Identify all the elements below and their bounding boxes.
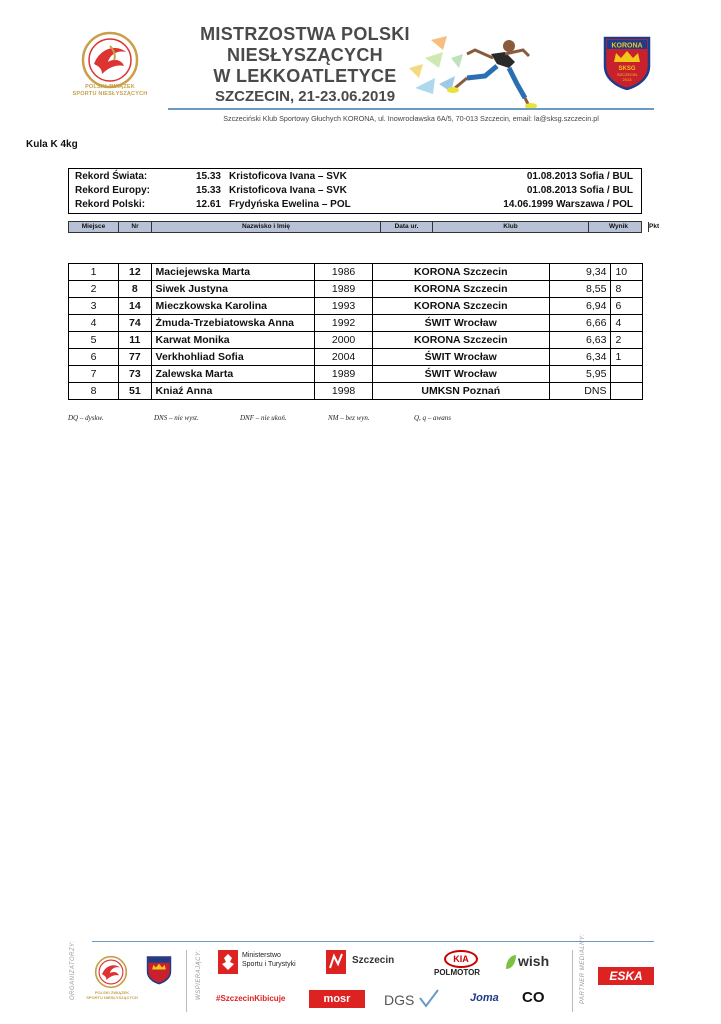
result-club: KORONA Szczecin — [372, 298, 549, 315]
footer-label-media: PARTNER MEDIALNY: — [580, 933, 586, 1004]
table-row — [69, 383, 643, 400]
result-points: 1 — [611, 349, 643, 366]
wish-leaf-icon — [504, 953, 518, 971]
dgs-logo: DGS — [384, 992, 415, 1008]
record-label: Rekord Świata: — [75, 171, 148, 182]
title-line-3: W LEKKOATLETYCE — [213, 66, 397, 86]
szczecin-label: Szczecin — [352, 955, 395, 966]
result-birth-year: 2000 — [315, 332, 373, 349]
korona-club-logo-icon — [602, 32, 652, 90]
table-row — [69, 349, 643, 366]
record-value: 15.33 — [195, 185, 221, 196]
result-birth-year: 1992 — [315, 315, 373, 332]
record-date-place: 01.08.2013 Sofia / BUL — [526, 185, 633, 196]
record-row-europe — [69, 183, 641, 198]
kia-logo: KIA — [444, 950, 478, 968]
polish-eagle-icon — [218, 950, 238, 974]
result-mark: 6,94 — [549, 298, 611, 315]
table-row — [69, 366, 643, 383]
abbreviation-legend — [68, 414, 488, 426]
legend-nm: NM – bez wyn. — [328, 414, 370, 422]
result-points: 2 — [611, 332, 643, 349]
result-club: ŚWIT Wrocław — [372, 366, 549, 383]
column-header-result: Wynik — [589, 222, 649, 232]
result-birth-year: 1986 — [315, 264, 373, 281]
header-divider — [168, 108, 654, 110]
result-points: 4 — [611, 315, 643, 332]
column-header-place: Miejsce — [69, 222, 119, 232]
record-label: Rekord Europy: — [75, 185, 151, 196]
result-club: KORONA Szczecin — [372, 264, 549, 281]
result-mark: DNS — [549, 383, 611, 400]
result-athlete-name: Mieczkowska Karolina — [151, 298, 315, 315]
result-birth-year: 2004 — [315, 349, 373, 366]
korona-logo-year: 2013 — [622, 77, 632, 82]
record-holder: Kristoficova Ivana – SVK — [229, 171, 347, 182]
column-header-club: Klub — [433, 222, 589, 232]
result-place: 7 — [69, 366, 119, 383]
table-row — [69, 298, 643, 315]
result-bib-number: 77 — [119, 349, 151, 366]
mosr-logo: mosr — [309, 990, 365, 1008]
column-header-name: Nazwisko i Imię — [152, 222, 381, 232]
table-row — [69, 315, 643, 332]
pzsn-footer-logo-icon — [94, 955, 128, 989]
result-place: 4 — [69, 315, 119, 332]
ministry-name — [242, 951, 296, 969]
record-date-place: 01.08.2013 Sofia / BUL — [526, 171, 633, 182]
pzsn-footer-name — [86, 990, 138, 1000]
result-athlete-name: Karwat Monika — [151, 332, 315, 349]
footer-separator — [572, 950, 573, 1012]
result-mark: 6,63 — [549, 332, 611, 349]
result-club: UMKSN Poznań — [372, 383, 549, 400]
korona-footer-logo-icon — [146, 953, 172, 985]
footer-label-support: WSPIERAJĄCY: — [196, 949, 202, 1000]
event-title: Kula K 4kg — [26, 139, 78, 150]
result-points: 10 — [611, 264, 643, 281]
result-club: KORONA Szczecin — [372, 332, 549, 349]
joma-logo: Joma — [470, 992, 499, 1004]
result-place: 3 — [69, 298, 119, 315]
korona-logo-sub: SKSG — [618, 66, 636, 72]
result-mark: 5,95 — [549, 366, 611, 383]
table-row — [69, 281, 643, 298]
result-athlete-name: Siwek Justyna — [151, 281, 315, 298]
result-points: 8 — [611, 281, 643, 298]
korona-logo-city: SZCZECIN — [617, 72, 637, 77]
result-place: 2 — [69, 281, 119, 298]
pzsn-name-line1: POLSKI ZWIĄZEK — [85, 84, 135, 90]
record-label: Rekord Polski: — [75, 199, 146, 210]
result-points: 6 — [611, 298, 643, 315]
result-mark: 6,34 — [549, 349, 611, 366]
result-bib-number: 73 — [119, 366, 151, 383]
result-bib-number: 14 — [119, 298, 151, 315]
result-place: 5 — [69, 332, 119, 349]
championship-title — [190, 24, 420, 107]
record-value: 12.61 — [195, 199, 221, 210]
sprinter-illustration-icon — [405, 28, 545, 110]
korona-logo-label: KORONA — [611, 42, 643, 50]
result-birth-year: 1989 — [315, 366, 373, 383]
result-athlete-name: Zalewska Marta — [151, 366, 315, 383]
result-place: 6 — [69, 349, 119, 366]
record-row-world — [69, 169, 641, 184]
record-date-place: 14.06.1999 Warszawa / POL — [503, 199, 633, 210]
column-header-birth: Data ur. — [381, 222, 433, 232]
result-mark: 9,34 — [549, 264, 611, 281]
results-column-header: Miejsce Nr Nazwisko i Imię Data ur. Klub Wynik Pkt — [68, 221, 642, 233]
record-holder: Kristoficova Ivana – SVK — [229, 185, 347, 196]
result-bib-number: 51 — [119, 383, 151, 400]
result-place: 8 — [69, 383, 119, 400]
table-row — [69, 332, 643, 349]
result-athlete-name: Verkhohliad Sofia — [151, 349, 315, 366]
hashtag-label: #SzczecinKibicuje — [216, 994, 286, 1003]
result-bib-number: 74 — [119, 315, 151, 332]
result-birth-year: 1989 — [315, 281, 373, 298]
result-bib-number: 12 — [119, 264, 151, 281]
records-box — [68, 168, 642, 214]
results-table — [68, 263, 643, 400]
result-club: KORONA Szczecin — [372, 281, 549, 298]
dgs-check-icon — [418, 988, 440, 1008]
footer-divider — [92, 941, 654, 942]
footer-separator — [186, 950, 187, 1012]
pzsn-footer-name-line1: POLSKI ZWIĄZEK — [94, 990, 130, 995]
record-holder: Frydyńska Ewelina – POL — [229, 199, 351, 210]
wish-logo: wish — [518, 953, 550, 969]
pzsn-name — [62, 84, 158, 98]
result-mark: 6,66 — [549, 315, 611, 332]
result-points — [611, 366, 643, 383]
pzsn-footer-name-line2: SPORTU NIESŁYSZĄCYCH — [86, 995, 138, 1000]
result-bib-number: 8 — [119, 281, 151, 298]
club-address: Szczeciński Klub Sportowy Głuchych KORONA, ul. Inowrocławska 6A/5, 70-013 Szczecin, email: la@sksg.szczecin.pl — [223, 114, 599, 123]
ministry-line1: Ministerstwo — [242, 952, 281, 959]
legend-dnf: DNF – nie ukoń. — [240, 414, 287, 422]
record-row-poland — [69, 197, 641, 212]
eska-logo: ESKA — [598, 967, 654, 985]
result-birth-year: 1998 — [315, 383, 373, 400]
szczecin-logo-icon — [326, 950, 346, 974]
result-mark: 8,55 — [549, 281, 611, 298]
result-place: 1 — [69, 264, 119, 281]
result-bib-number: 11 — [119, 332, 151, 349]
result-athlete-name: Kniaź Anna — [151, 383, 315, 400]
column-header-nr: Nr — [119, 222, 152, 232]
pzsn-logo-icon — [80, 30, 140, 90]
title-line-2: NIESŁYSZĄCYCH — [227, 45, 383, 65]
legend-q: Q, q – awans — [414, 414, 451, 422]
ministry-line2: Sportu i Turystyki — [242, 961, 296, 968]
result-club: ŚWIT Wrocław — [372, 315, 549, 332]
result-athlete-name: Maciejewska Marta — [151, 264, 315, 281]
result-club: ŚWIT Wrocław — [372, 349, 549, 366]
polmotor-label: POLMOTOR — [434, 968, 481, 977]
result-athlete-name: Żmuda-Trzebiatowska Anna — [151, 315, 315, 332]
result-points — [611, 383, 643, 400]
title-line-1: MISTRZOSTWA POLSKI — [200, 24, 410, 44]
co-logo: CO — [522, 989, 545, 1006]
legend-dns: DNS – nie wyst. — [154, 414, 199, 422]
footer-label-organizers: ORGANIZATORZY: — [70, 940, 76, 1000]
pzsn-name-line2: SPORTU NIESŁYSZĄCYCH — [72, 91, 148, 97]
title-date: SZCZECIN, 21-23.06.2019 — [214, 88, 396, 105]
table-row — [69, 264, 643, 281]
result-birth-year: 1993 — [315, 298, 373, 315]
record-value: 15.33 — [195, 171, 221, 182]
legend-dq: DQ – dyskw. — [68, 414, 104, 422]
